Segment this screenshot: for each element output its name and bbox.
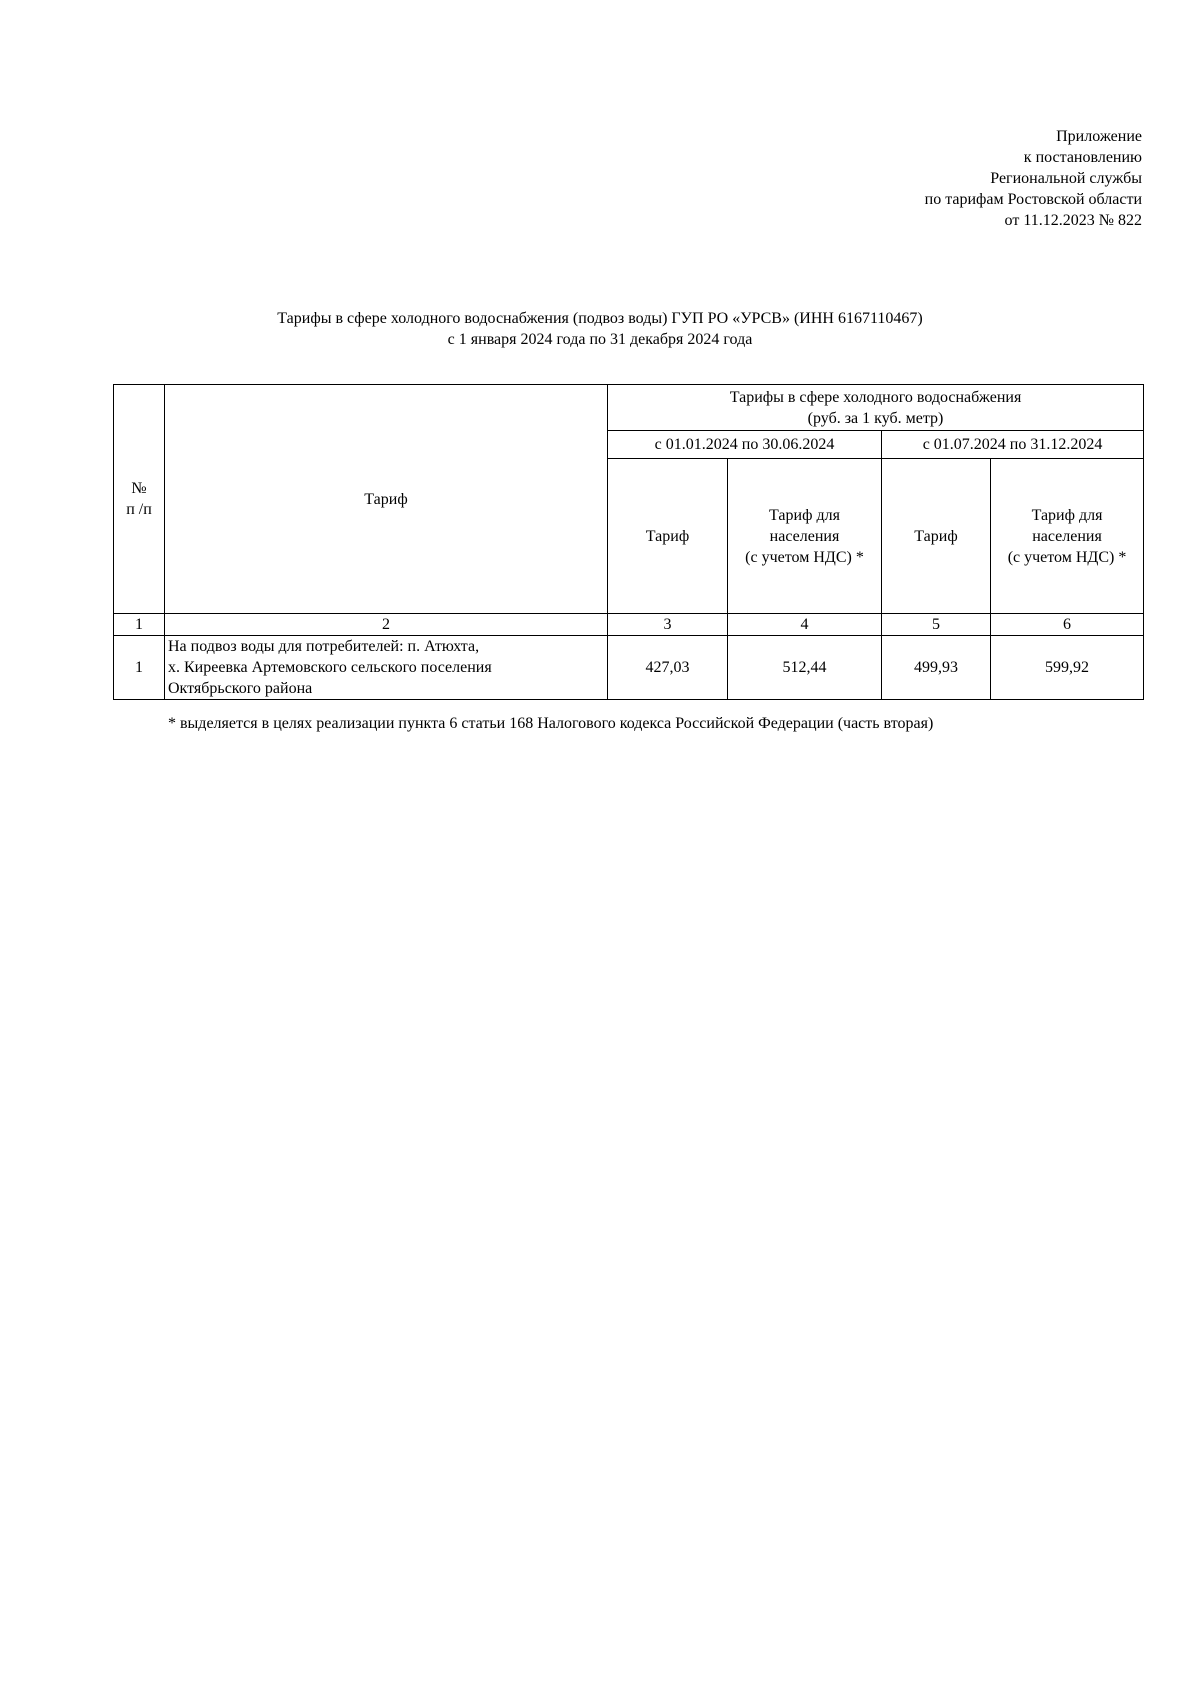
column-number-row [114,614,1144,636]
row-number: 1 [114,636,165,700]
header-group-cell [608,385,1144,431]
title-line-2: с 1 января 2024 года по 31 декабря 2024 года [447,331,753,348]
header-col-tariff-period-1: Тариф [608,459,728,614]
tariff-value-period-1: 427,03 [608,636,728,700]
header-tariff-cell [165,385,608,614]
appendix-reference [820,126,1142,231]
appendix-line: по тарифам Ростовской области [924,191,1142,208]
table-row [114,636,1144,700]
population-label-line-2: населения [1032,527,1102,545]
appendix-line: от 11.12.2023 № 822 [1004,212,1142,229]
tariff-name-line: Октябрьского района [168,680,313,697]
appendix-line: к постановлению [1023,149,1142,166]
header-col-tariff-period-2: Тариф [882,459,991,614]
tariff-name-line: На подвоз воды для потребителей: п. Атюхта, [168,638,480,655]
column-number: 6 [991,614,1144,636]
column-number: 2 [165,614,608,636]
header-number-symbol: № [131,480,147,497]
header-col-population-period-2 [991,459,1144,614]
population-label-line-3: (с учетом НДС) * [1007,548,1127,566]
population-label-line-1: Тариф для [1031,506,1103,524]
population-label-line-3: (с учетом НДС) * [745,548,864,566]
header-period-1: с 01.01.2024 по 30.06.2024 [608,431,882,459]
population-tariff-value-period-2: 599,92 [991,636,1144,700]
column-number: 5 [882,614,991,636]
header-number-abbr: п /п [126,501,152,518]
tariffs-table [113,384,1144,700]
population-label-line-1: Тариф для [769,506,840,524]
header-number-cell [114,385,165,614]
header-period-2: с 01.07.2024 по 31.12.2024 [882,431,1144,459]
population-label-line-2: населения [769,527,840,545]
header-group-unit: (руб. за 1 куб. метр) [807,409,944,427]
header-group-title: Тарифы в сфере холодного водоснабжения [729,388,1022,406]
population-tariff-value-period-1: 512,44 [728,636,882,700]
header-row-1 [114,385,1144,431]
header-tariff-label: Тариф [364,490,408,508]
footnote: * выделяется в целях реализации пункта 6 статьи 168 Налогового кодекса Российской Федерации (часть вторая) [168,715,934,732]
title-line-1: Тарифы в сфере холодного водоснабжения (подвоз воды) ГУП РО «УРСВ» (ИНН 6167110467) [277,310,923,327]
column-number: 4 [728,614,882,636]
column-number: 1 [114,614,165,636]
appendix-line: Региональной службы [990,170,1142,187]
appendix-line: Приложение [1056,128,1142,145]
column-number: 3 [608,614,728,636]
tariff-value-period-2: 499,93 [882,636,991,700]
header-col-population-period-1 [728,459,882,614]
tariff-name-line: х. Киреевка Артемовского сельского поселения [168,659,492,676]
document-title [100,308,1100,350]
row-tariff-name [165,636,608,700]
